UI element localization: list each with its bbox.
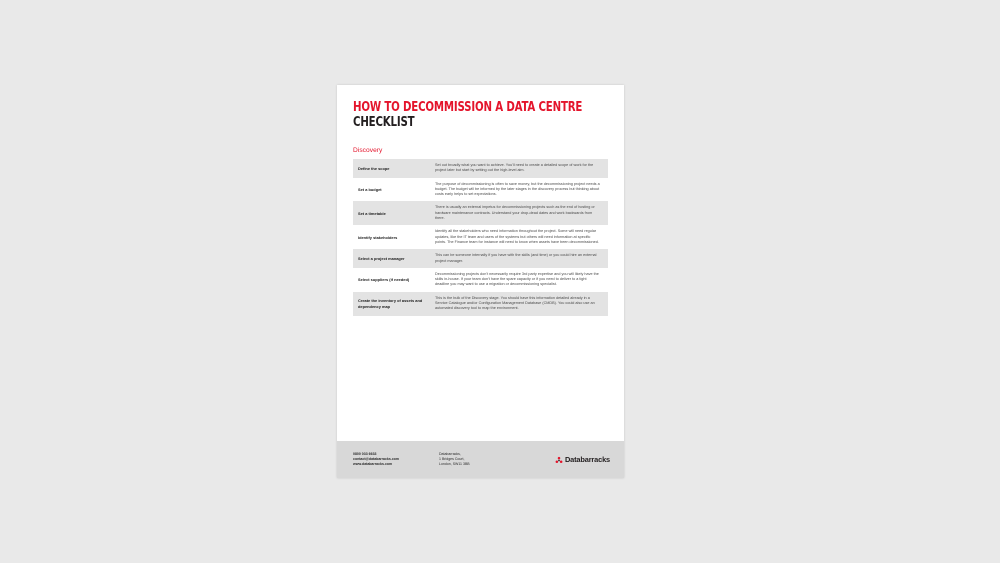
title-secondary: CHECKLIST (353, 115, 415, 130)
footer-website[interactable]: www.databarracks.com (353, 462, 393, 466)
table-row (353, 268, 608, 292)
table-row (353, 249, 608, 268)
document-page (337, 85, 624, 478)
footer-phone: 0800 033 6633 (353, 452, 377, 456)
task-detail: This is the bulk of the Discovery stage. You should have this information detailed already in a Service Catalogue and/or Configuration Management Database (CMDB). You could also use an automated discovery tool to map the environment. (431, 292, 608, 316)
footer-address-block (439, 452, 519, 467)
footer-contact-block (353, 452, 439, 467)
table-row (353, 225, 608, 249)
footer-address-line-3: London, SW11 3BB (439, 462, 470, 466)
footer-address-line-2: 1 Bridges Court, (439, 457, 465, 461)
section-heading-discovery: Discovery (353, 147, 383, 154)
task-detail: This can be someone internally if you have with the skills (and time) or you could hire an external project manager. (431, 249, 608, 268)
page-content (337, 85, 624, 441)
task-detail: The purpose of decommissioning is often to save money, but the decommissioning project needs a budget. The budget will be informed by the later stages in the discovery process but thinking about costs early helps to set expectations. (431, 178, 608, 202)
task-label: Set a budget (353, 178, 431, 202)
task-label: Set a timetable (353, 201, 431, 225)
task-detail: Set out broadly what you want to achieve. You'll need to create a detailed scope of work for the project later but start by setting out the high-level aim. (431, 159, 608, 178)
task-detail: Decommissioning projects don't necessarily require 3rd party expertise and you will likely have the skills in-house. If your team don't have the spare capacity or if you need to deliver to a tight deadline you may want to use a migration or decommissioning specialist. (431, 268, 608, 292)
task-label: Identify stakeholders (353, 225, 431, 249)
footer-email[interactable]: contact@databarracks.com (353, 457, 400, 461)
page-title (353, 101, 608, 130)
table-row (353, 159, 608, 178)
page-footer (337, 441, 624, 478)
task-label: Create the inventory of assets and dependency map (353, 292, 431, 316)
footer-address-line-1: Databarracks, (439, 452, 461, 456)
logo-text: Databarracks (564, 454, 610, 464)
checklist-table (353, 159, 608, 316)
footer-logo (555, 456, 610, 464)
table-row (353, 178, 608, 202)
task-detail: Identify all the stakeholders who need information throughout the project. Some will need regular updates, like the IT team and users of the systems but others will need information at specific points. The Finance team for instance will need to know when assets have been decommissioned. (431, 225, 608, 249)
title-primary: HOW TO DECOMMISSION A DATA CENTRE (353, 100, 583, 115)
table-row (353, 201, 608, 225)
table-row (353, 292, 608, 316)
task-label: Select suppliers (if needed) (353, 268, 431, 292)
task-detail: There is usually an external impetus for decommissioning projects such as the end of hosting or hardware maintenance contracts. Understand your drop-dead dates and work backwards from there. (431, 201, 608, 225)
task-label: Define the scope (353, 159, 431, 178)
checklist-table-body (353, 159, 608, 316)
task-label: Select a project manager (353, 249, 431, 268)
databarracks-logo-icon (555, 456, 563, 464)
